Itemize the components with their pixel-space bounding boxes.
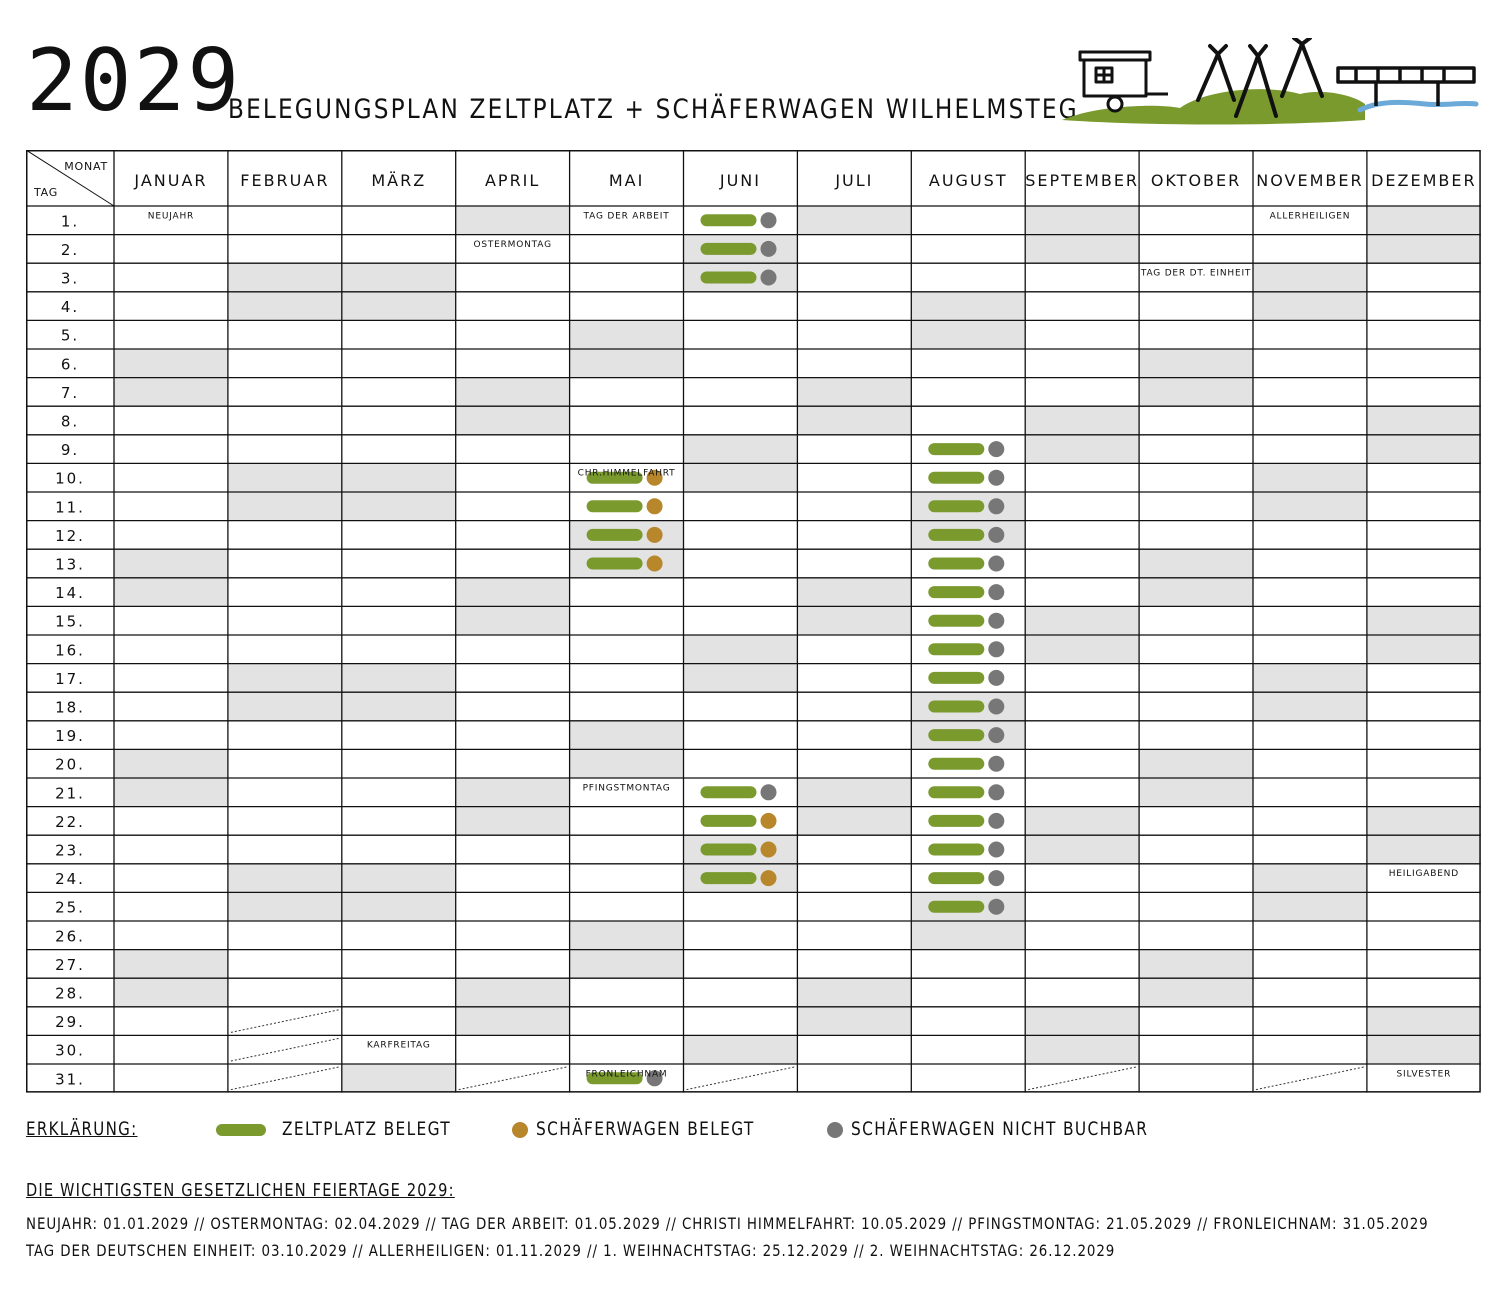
weekend-cell bbox=[911, 320, 1025, 349]
nonexistent-day-mark bbox=[231, 1067, 339, 1090]
weekend-cell bbox=[1253, 292, 1367, 321]
zeltplatz-belegt-bar bbox=[701, 272, 757, 284]
schaeferwagen-belegt-dot bbox=[647, 498, 663, 514]
day-label: 24. bbox=[55, 870, 85, 889]
schaeferwagen-nicht-buchbar-dot bbox=[988, 470, 1004, 486]
schaeferwagen-nicht-buchbar-dot bbox=[988, 813, 1004, 829]
legend-title: ERKLÄRUNG: bbox=[26, 1118, 138, 1140]
weekend-cell bbox=[228, 263, 342, 292]
schaeferwagen-nicht-buchbar-dot bbox=[761, 241, 777, 257]
weekend-cell bbox=[1025, 406, 1139, 435]
weekend-cell bbox=[1367, 235, 1481, 264]
month-header: APRIL bbox=[484, 171, 541, 190]
month-header: JANUAR bbox=[134, 171, 208, 190]
month-header: DEZEMBER bbox=[1371, 171, 1477, 190]
weekend-cell bbox=[1253, 463, 1367, 492]
day-label: 29. bbox=[55, 1013, 85, 1032]
schaeferwagen-belegt-dot bbox=[761, 813, 777, 829]
weekend-cell bbox=[456, 978, 570, 1007]
weekend-cell bbox=[1139, 549, 1253, 578]
weekend-cell bbox=[1025, 635, 1139, 664]
weekend-cell bbox=[456, 378, 570, 407]
month-header: OKTOBER bbox=[1150, 171, 1242, 190]
day-label: 16. bbox=[55, 641, 85, 660]
day-label: 26. bbox=[55, 927, 85, 946]
weekend-cell bbox=[911, 292, 1025, 321]
day-label: 9. bbox=[60, 441, 80, 460]
zeltplatz-belegt-bar bbox=[928, 529, 984, 541]
schaeferwagen-nicht-buchbar-dot bbox=[988, 670, 1004, 686]
weekend-cell bbox=[342, 263, 456, 292]
wagen-nicht-buchbar-dot-icon bbox=[827, 1122, 843, 1138]
zeltplatz-belegt-bar bbox=[928, 586, 984, 598]
weekend-cell bbox=[114, 349, 228, 378]
weekend-cell bbox=[570, 749, 684, 778]
weekend-cell bbox=[456, 606, 570, 635]
weekend-cell bbox=[1025, 206, 1139, 235]
weekend-cell bbox=[797, 406, 911, 435]
weekend-cell bbox=[1139, 578, 1253, 607]
weekend-cell bbox=[684, 463, 798, 492]
zeltplatz-belegt-bar bbox=[701, 786, 757, 798]
zeltplatz-belegt-bar bbox=[701, 844, 757, 856]
day-label: 8. bbox=[60, 412, 80, 431]
weekend-cell bbox=[1367, 206, 1481, 235]
nonexistent-day-mark bbox=[459, 1067, 567, 1090]
weekend-cell bbox=[342, 492, 456, 521]
weekend-cell bbox=[1025, 435, 1139, 464]
schaeferwagen-nicht-buchbar-dot bbox=[988, 613, 1004, 629]
zeltplatz-belegt-bar bbox=[701, 815, 757, 827]
weekend-cell bbox=[570, 349, 684, 378]
zeltplatz-belegt-bar bbox=[587, 558, 643, 570]
zeltplatz-belegt-bar bbox=[928, 815, 984, 827]
legend-wagen-belegt-label: SCHÄFERWAGEN BELEGT bbox=[536, 1118, 755, 1140]
schaeferwagen-nicht-buchbar-dot bbox=[761, 784, 777, 800]
weekend-cell bbox=[342, 463, 456, 492]
weekend-cell bbox=[456, 206, 570, 235]
holiday-label: NEUJAHR bbox=[147, 211, 195, 222]
day-label: 5. bbox=[60, 326, 80, 345]
schaeferwagen-belegt-dot bbox=[761, 842, 777, 858]
weekend-cell bbox=[1139, 749, 1253, 778]
weekend-cell bbox=[114, 549, 228, 578]
month-header: MAI bbox=[608, 171, 645, 190]
day-label: 31. bbox=[55, 1070, 85, 1089]
weekend-cell bbox=[570, 950, 684, 979]
day-label: 2. bbox=[60, 240, 80, 259]
weekend-cell bbox=[797, 606, 911, 635]
zeltplatz-belegt-bar bbox=[701, 243, 757, 255]
schaeferwagen-nicht-buchbar-dot bbox=[988, 527, 1004, 543]
schaeferwagen-nicht-buchbar-dot bbox=[988, 441, 1004, 457]
zeltplatz-belegt-bar bbox=[928, 443, 984, 455]
day-label: 10. bbox=[55, 469, 85, 488]
weekend-cell bbox=[1139, 778, 1253, 807]
weekend-cell bbox=[1139, 978, 1253, 1007]
weekend-cell bbox=[1025, 606, 1139, 635]
weekend-cell bbox=[1253, 864, 1367, 893]
month-header: MÄRZ bbox=[371, 171, 427, 190]
month-header: AUGUST bbox=[928, 171, 1008, 190]
weekend-cell bbox=[228, 892, 342, 921]
weekend-cell bbox=[1025, 807, 1139, 836]
holiday-label: OSTERMONTAG bbox=[473, 239, 552, 250]
weekend-cell bbox=[1253, 263, 1367, 292]
holiday-label: ALLERHEILIGEN bbox=[1269, 211, 1351, 222]
weekend-cell bbox=[1025, 235, 1139, 264]
weekend-cell bbox=[1367, 606, 1481, 635]
weekend-cell bbox=[1367, 1035, 1481, 1064]
holidays-line-2: TAG DER DEUTSCHEN EINHEIT: 03.10.2029 // ALLERHEILIGEN: 01.11.2029 // 1. WEIHNACHTSTAG: 25.12.2029 // 2. WEIHNACHTSTAG: 26.12.2029 bbox=[26, 1241, 1116, 1260]
zeltplatz-belegt-bar bbox=[928, 872, 984, 884]
weekend-cell bbox=[114, 378, 228, 407]
day-label: 17. bbox=[55, 669, 85, 688]
weekend-cell bbox=[342, 664, 456, 693]
day-label: 13. bbox=[55, 555, 85, 574]
holiday-label: PFINGSTMONTAG bbox=[582, 783, 671, 794]
weekend-cell bbox=[456, 578, 570, 607]
day-label: 18. bbox=[55, 698, 85, 717]
month-header: JULI bbox=[835, 171, 874, 190]
page-subtitle: BELEGUNGSPLAN ZELTPLATZ + SCHÄFERWAGEN WILHELMSTEG bbox=[228, 94, 1079, 125]
nonexistent-day-mark bbox=[687, 1067, 795, 1090]
zeltplatz-belegt-bar bbox=[928, 472, 984, 484]
day-label: 22. bbox=[55, 812, 85, 831]
zeltplatz-belegt-bar bbox=[928, 786, 984, 798]
holidays-line-1: NEUJAHR: 01.01.2029 // OSTERMONTAG: 02.04.2029 // TAG DER ARBEIT: 01.05.2029 // CHRISTI HIMMELFAHRT: 10.05.2029 // PFINGSTMONTAG: 21.05.2029 // FRONLEICHNAM: 31.05.2029 bbox=[26, 1214, 1429, 1233]
holidays-title: DIE WICHTIGSTEN GESETZLICHEN FEIERTAGE 2029: bbox=[26, 1180, 455, 1201]
nonexistent-day-mark bbox=[1028, 1067, 1136, 1090]
schaeferwagen-belegt-dot bbox=[647, 527, 663, 543]
day-label: 4. bbox=[60, 298, 80, 317]
weekend-cell bbox=[342, 892, 456, 921]
day-label: 6. bbox=[60, 355, 80, 374]
day-label: 21. bbox=[55, 784, 85, 803]
weekend-cell bbox=[1253, 492, 1367, 521]
zeltplatz-belegt-bar bbox=[587, 500, 643, 512]
holiday-label: SILVESTER bbox=[1396, 1069, 1452, 1080]
weekend-cell bbox=[456, 807, 570, 836]
holiday-label: TAG DER ARBEIT bbox=[583, 211, 670, 222]
weekend-cell bbox=[797, 807, 911, 836]
weekend-cell bbox=[797, 578, 911, 607]
corner-tag-label: TAG bbox=[34, 186, 59, 199]
holiday-label: HEILIGABEND bbox=[1388, 869, 1459, 880]
weekend-cell bbox=[797, 378, 911, 407]
day-label: 27. bbox=[55, 955, 85, 974]
zeltplatz-belegt-bar bbox=[928, 844, 984, 856]
holiday-label: CHR.HIMMELFAHRT bbox=[577, 468, 676, 479]
weekend-cell bbox=[1139, 349, 1253, 378]
day-label: 1. bbox=[60, 212, 80, 231]
weekend-cell bbox=[114, 778, 228, 807]
zeltplatz-swatch bbox=[216, 1124, 266, 1136]
zeltplatz-belegt-bar bbox=[928, 500, 984, 512]
weekend-cell bbox=[342, 1064, 456, 1093]
day-label: 14. bbox=[55, 584, 85, 603]
weekend-cell bbox=[114, 978, 228, 1007]
weekend-cell bbox=[797, 206, 911, 235]
nonexistent-day-mark bbox=[1256, 1067, 1364, 1090]
corner-monat-label: MONAT bbox=[64, 160, 108, 173]
zeltplatz-belegt-bar bbox=[928, 729, 984, 741]
day-label: 3. bbox=[60, 269, 80, 288]
schaeferwagen-nicht-buchbar-dot bbox=[761, 212, 777, 228]
month-header: FEBRUAR bbox=[240, 171, 330, 190]
weekend-cell bbox=[228, 864, 342, 893]
weekend-cell bbox=[1139, 950, 1253, 979]
day-label: 15. bbox=[55, 612, 85, 631]
day-label: 11. bbox=[55, 498, 85, 517]
holiday-label: TAG DER DT. EINHEIT bbox=[1140, 268, 1252, 279]
holiday-label: KARFREITAG bbox=[366, 1040, 431, 1051]
booking-calendar bbox=[26, 150, 1482, 1096]
schaeferwagen-nicht-buchbar-dot bbox=[988, 842, 1004, 858]
zeltplatz-belegt-bar bbox=[928, 558, 984, 570]
weekend-cell bbox=[1025, 1007, 1139, 1036]
weekend-cell bbox=[797, 978, 911, 1007]
schaeferwagen-nicht-buchbar-dot bbox=[988, 756, 1004, 772]
weekend-cell bbox=[1367, 1007, 1481, 1036]
schaeferwagen-nicht-buchbar-dot bbox=[988, 584, 1004, 600]
weekend-cell bbox=[228, 492, 342, 521]
weekend-cell bbox=[684, 1035, 798, 1064]
zeltplatz-belegt-bar bbox=[928, 901, 984, 913]
wagen-belegt-dot-icon bbox=[512, 1122, 528, 1138]
day-label: 19. bbox=[55, 727, 85, 746]
schaeferwagen-belegt-dot bbox=[647, 556, 663, 572]
schaeferwagen-nicht-buchbar-dot bbox=[988, 727, 1004, 743]
weekend-cell bbox=[1367, 807, 1481, 836]
day-label: 20. bbox=[55, 755, 85, 774]
weekend-cell bbox=[114, 578, 228, 607]
weekend-cell bbox=[228, 463, 342, 492]
schaeferwagen-belegt-dot bbox=[761, 870, 777, 886]
month-header: NOVEMBER bbox=[1256, 171, 1364, 190]
schaeferwagen-nicht-buchbar-dot bbox=[988, 556, 1004, 572]
schaeferwagen-icon bbox=[1080, 52, 1168, 111]
schaeferwagen-nicht-buchbar-dot bbox=[988, 699, 1004, 715]
day-label: 25. bbox=[55, 898, 85, 917]
schaeferwagen-nicht-buchbar-dot bbox=[988, 641, 1004, 657]
schaeferwagen-nicht-buchbar-dot bbox=[761, 270, 777, 286]
zeltplatz-belegt-bar bbox=[928, 643, 984, 655]
weekend-cell bbox=[1367, 406, 1481, 435]
day-label: 30. bbox=[55, 1041, 85, 1060]
weekend-cell bbox=[342, 292, 456, 321]
weekend-cell bbox=[1367, 835, 1481, 864]
weekend-cell bbox=[456, 1007, 570, 1036]
weekend-cell bbox=[684, 635, 798, 664]
zeltplatz-belegt-bar bbox=[701, 214, 757, 226]
day-label: 28. bbox=[55, 984, 85, 1003]
nonexistent-day-mark bbox=[231, 1038, 339, 1061]
legend-wagen-nicht-label: SCHÄFERWAGEN NICHT BUCHBAR bbox=[851, 1118, 1149, 1140]
weekend-cell bbox=[456, 778, 570, 807]
year-title: 2029 bbox=[26, 31, 242, 131]
weekend-cell bbox=[1253, 692, 1367, 721]
zeltplatz-belegt-bar bbox=[928, 672, 984, 684]
weekend-cell bbox=[1253, 664, 1367, 693]
weekend-cell bbox=[342, 864, 456, 893]
zeltplatz-belegt-bar bbox=[928, 701, 984, 713]
weekend-cell bbox=[797, 1007, 911, 1036]
weekend-cell bbox=[1367, 635, 1481, 664]
day-label: 7. bbox=[60, 383, 80, 402]
weekend-cell bbox=[228, 692, 342, 721]
weekend-cell bbox=[570, 921, 684, 950]
camp-logo-icon bbox=[1060, 38, 1480, 128]
weekend-cell bbox=[456, 406, 570, 435]
month-header: SEPTEMBER bbox=[1025, 171, 1140, 190]
weekend-cell bbox=[1025, 835, 1139, 864]
weekend-cell bbox=[1025, 1035, 1139, 1064]
zeltplatz-belegt-bar bbox=[928, 615, 984, 627]
day-label: 23. bbox=[55, 841, 85, 860]
weekend-cell bbox=[1253, 892, 1367, 921]
weekend-cell bbox=[1367, 435, 1481, 464]
nonexistent-day-mark bbox=[231, 1010, 339, 1033]
schaeferwagen-nicht-buchbar-dot bbox=[988, 899, 1004, 915]
weekend-cell bbox=[228, 292, 342, 321]
schaeferwagen-nicht-buchbar-dot bbox=[988, 870, 1004, 886]
schaeferwagen-nicht-buchbar-dot bbox=[988, 498, 1004, 514]
weekend-cell bbox=[570, 721, 684, 750]
weekend-cell bbox=[114, 950, 228, 979]
weekend-cell bbox=[684, 664, 798, 693]
weekend-cell bbox=[797, 778, 911, 807]
weekend-cell bbox=[684, 435, 798, 464]
weekend-cell bbox=[114, 749, 228, 778]
holiday-label: FRONLEICHNAM bbox=[585, 1069, 668, 1080]
legend-zelt-label: ZELTPLATZ BELEGT bbox=[282, 1118, 451, 1140]
weekend-cell bbox=[911, 921, 1025, 950]
zeltplatz-belegt-bar bbox=[928, 758, 984, 770]
schaeferwagen-nicht-buchbar-dot bbox=[988, 784, 1004, 800]
zeltplatz-belegt-bar bbox=[701, 872, 757, 884]
weekend-cell bbox=[570, 320, 684, 349]
day-label: 12. bbox=[55, 526, 85, 545]
weekend-cell bbox=[1139, 378, 1253, 407]
weekend-cell bbox=[228, 664, 342, 693]
weekend-cell bbox=[342, 692, 456, 721]
zeltplatz-belegt-bar bbox=[587, 529, 643, 541]
month-header: JUNI bbox=[719, 171, 762, 190]
